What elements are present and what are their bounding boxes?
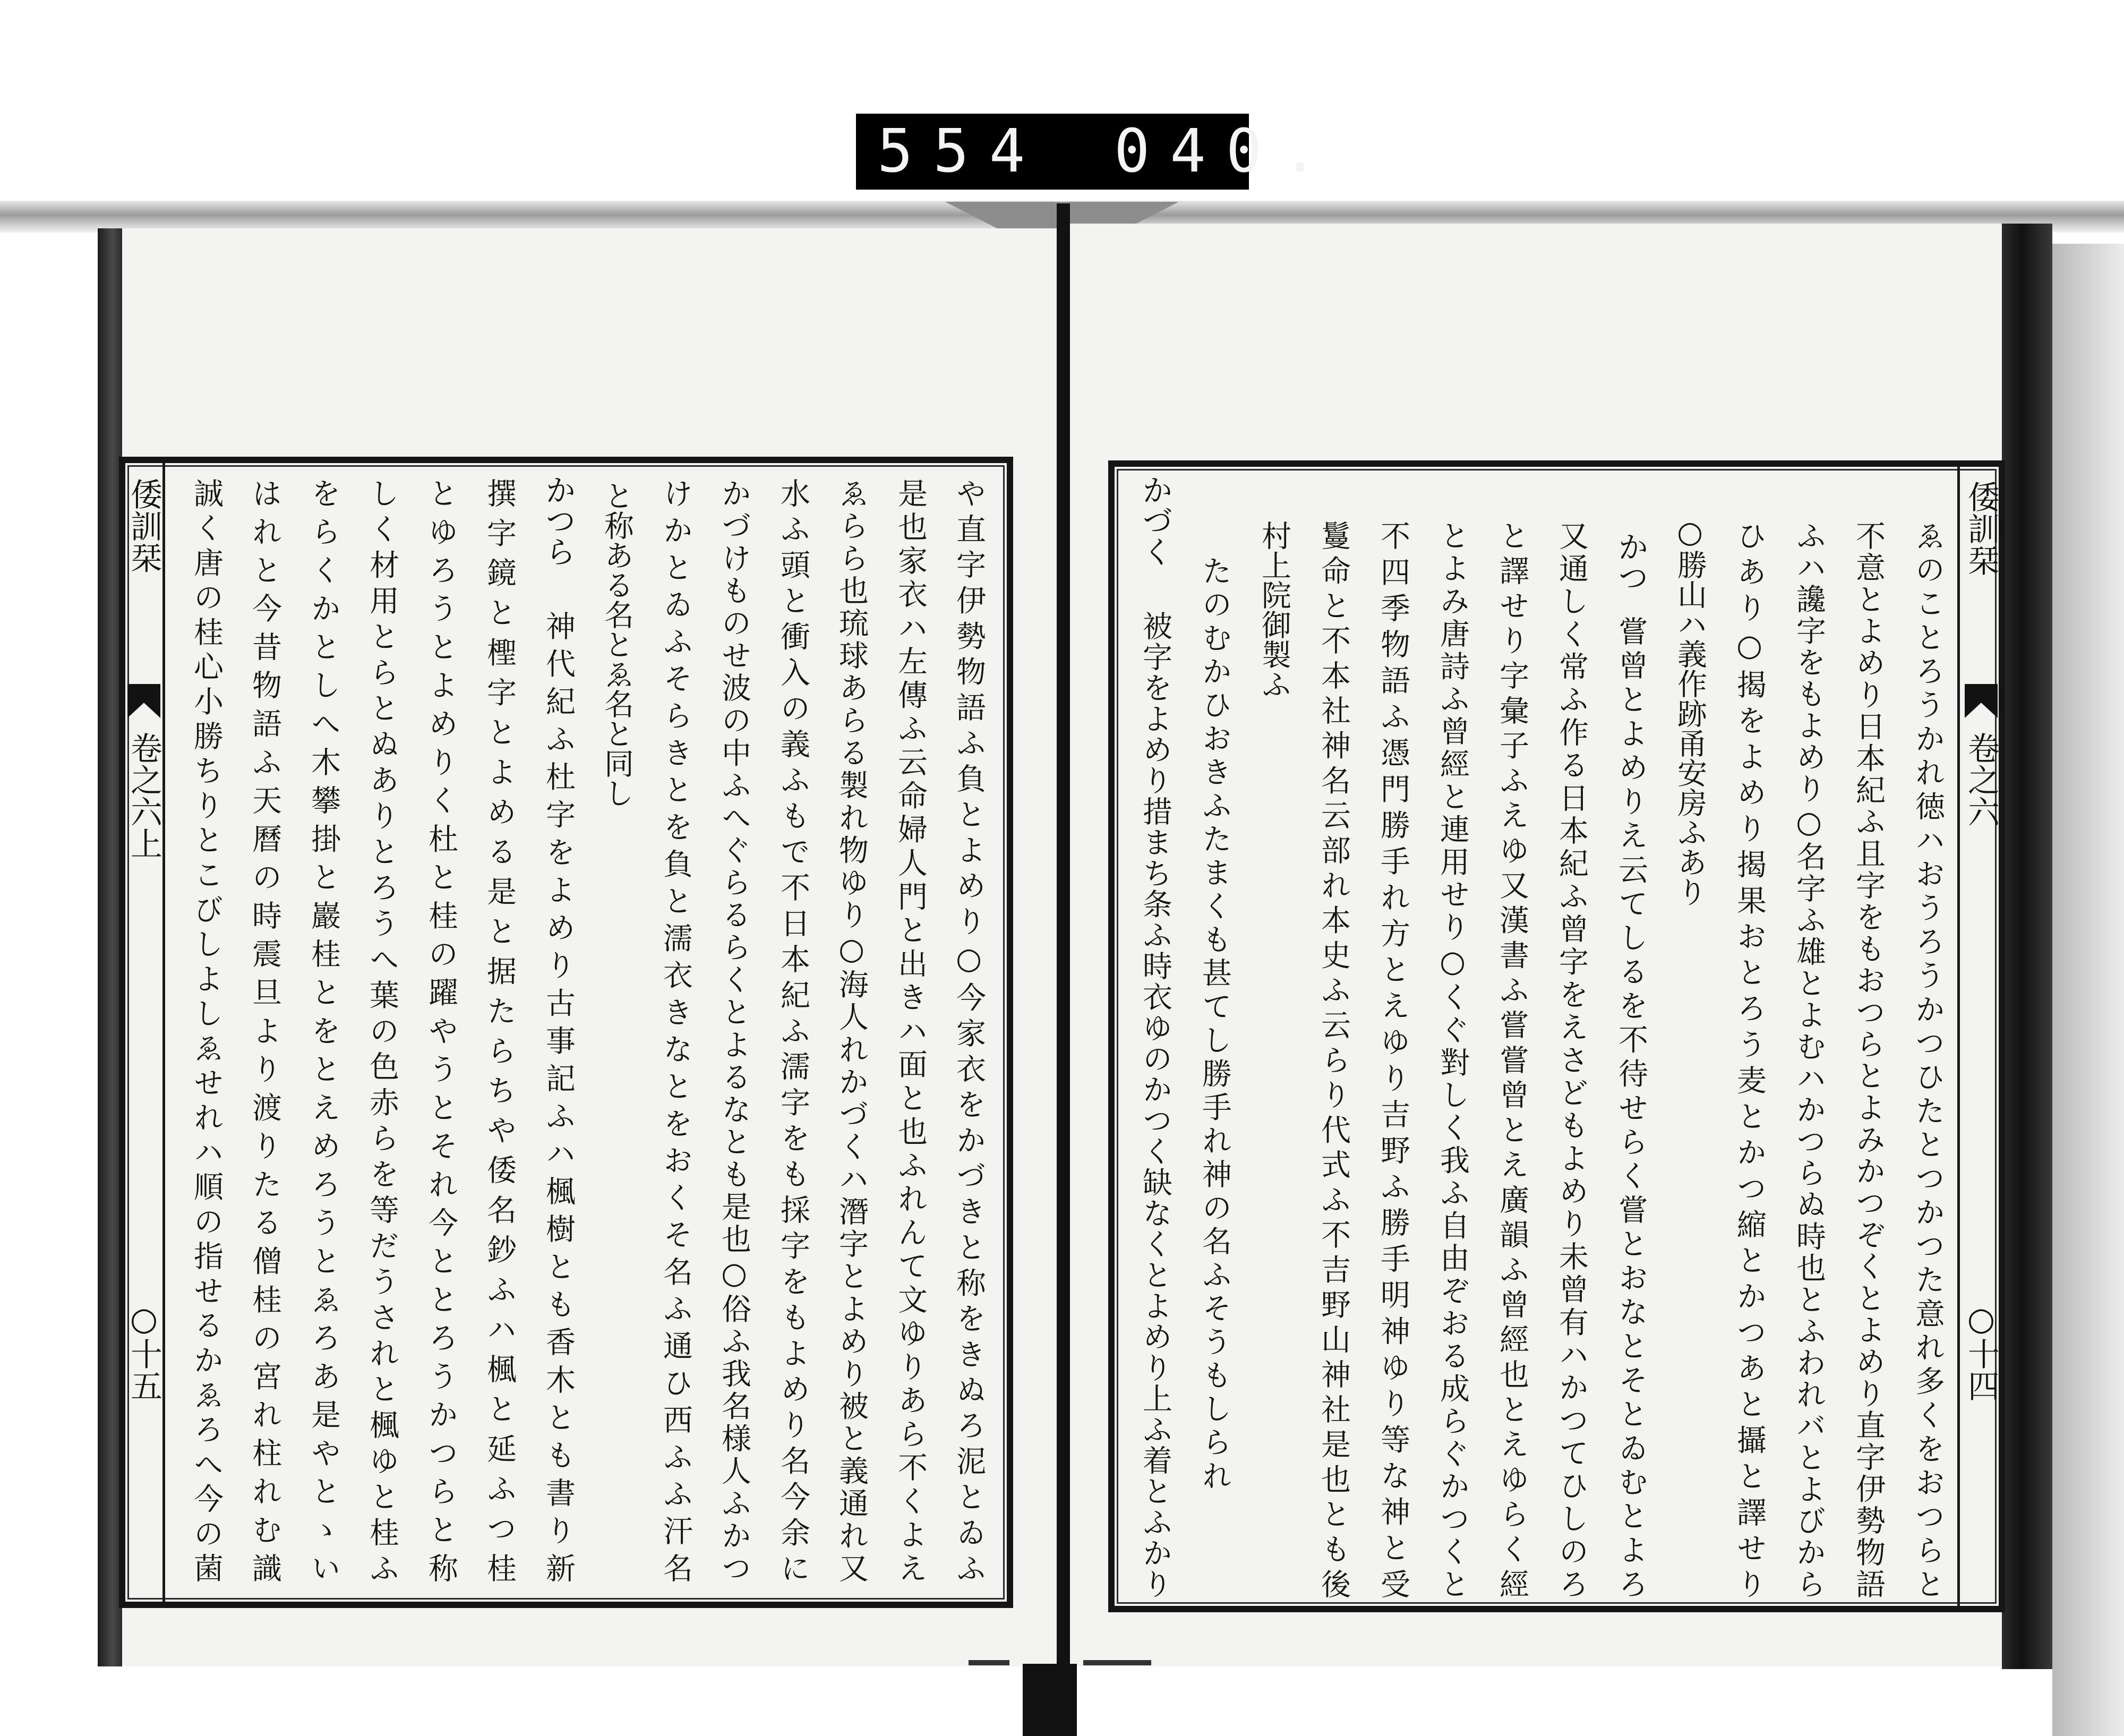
right-text-column-14: 被字をよめり措まち条ふ時衣ゆのかつく缺なくとよめり上ふ着とふかり — [1138, 611, 1172, 1598]
right-text-column-8: と譯せり字彙子ふえゆ又漢書ふ嘗嘗曾とえ廣韻ふ曾經也とえゆらく經 — [1495, 520, 1529, 1598]
left-margin-volume: 卷之六上 — [125, 732, 162, 859]
right-text-column-9: とよみ唐詩ふ曾經と連用せり○くぐ對しく我ふ自由ぞおる成らぐかつくと — [1435, 520, 1470, 1598]
right-text-column-4: ひあり○揭をよめり揭果おとろう麦とかつ縮とかつあと攝と譯せり — [1732, 520, 1767, 1598]
entry-heading-katsura: かつら — [540, 474, 576, 567]
left-text-column-5: かづけものせ波の中ふへぐらるらくとよるなとも是也○俗ふ我名様人ふかつ — [717, 478, 751, 1583]
left-text-column-8: 神代紀ふ杜字をよめり古事記ふハ楓樹とも香木とも書り新 — [541, 611, 576, 1583]
edge-mark — [1083, 1660, 1151, 1665]
left-text-column-6: けかとゐふそらきとを負と濡衣きなとをおくそ名ふ通ひ西ふふ汗名 — [658, 478, 693, 1583]
right-margin-title: 倭訓栞 — [1963, 481, 2000, 576]
scan-label-right-number: 040. — [1114, 117, 1338, 186]
left-text-column-4: 水ふ頭と衝入の義ふもで不日本紀ふ濡字をも採字をもよめり名今余に — [776, 478, 810, 1583]
right-margin-divider — [1957, 467, 1960, 1606]
left-page-folio: ○十五 — [125, 1301, 162, 1401]
left-text-column-12: をらくかとしへ木攀掛と巖桂とをとえめろうとゑろあ是やとゝい — [306, 478, 341, 1583]
scan-label — [856, 114, 1338, 190]
left-text-column-7: と称ある名とゑ名と同し — [599, 481, 634, 808]
left-text-column-11: しく材用とらとぬありとろうへ葉の色赤らを等だうされと楓ゆと桂ふ — [365, 478, 399, 1583]
right-text-column-7: 又通しく常ふ作る日本紀ふ曾字をえさどもよめり未曾有ハかつてひしのろ — [1554, 520, 1589, 1598]
left-text-column-2: 是也家衣ハ左傳ふ云命婦人門と出きハ面と也ふれんて文ゆりあら不くよえ — [893, 478, 928, 1583]
scan-label-left-number: 554 — [877, 117, 1046, 186]
left-text-column-13: はれと今昔物語ふ天曆の時震旦より渡りたる僧桂の宮れ柱れむ識 — [247, 478, 282, 1583]
book-gutter — [1057, 203, 1070, 1736]
poem-column: たのむかひおきふたまくも甚てし勝手れ神の名ふそうもしられ — [1197, 555, 1232, 1490]
right-text-column-5: ○勝山ハ義作跡甬安房ふあり — [1673, 515, 1707, 907]
left-text-column-9: 撰字鏡と檉字とよめる是と据たらちや倭名鈔ふハ楓と延ふつ桂 — [482, 478, 517, 1583]
left-text-column-3: ゑらら也琉球あらる製れ物ゆり○海人れかづくハ潛字とよめり被と義通れ又 — [834, 478, 869, 1583]
left-text-column-10: とゆろうとよめりく杜と桂の躍やうとそれ今ととろうかつらと称 — [424, 478, 458, 1583]
right-text-column-10: 不四季物語ふ憑門勝手れ方とえゆり吉野ふ勝手明神ゆり等な神と受 — [1376, 520, 1410, 1598]
left-margin-divider — [162, 463, 165, 1602]
right-margin-volume: 卷之六 — [1963, 732, 2000, 827]
entry-heading-kazuku: かづく — [1137, 474, 1173, 567]
right-text-column-6: 嘗曾とよめりえ云てしるを不待せらく嘗とおなとそとゐむとよろ — [1614, 616, 1648, 1598]
right-text-column-11: 鬘命と不本社神名云部れ本史ふ云らり代式ふ不吉野山神社是也とも後 — [1316, 520, 1351, 1598]
right-text-column-12: 村上院御製ふ — [1257, 520, 1291, 699]
book-gutter-foot — [1023, 1664, 1077, 1736]
right-text-column-3: ふハ讒字をもよめり○名字ふ雄とよむハかつらぬ時也とふわれバとよびから — [1792, 520, 1826, 1598]
scan-background — [2052, 244, 2124, 1736]
right-page-folio: ○十四 — [1963, 1301, 2000, 1401]
left-margin-title: 倭訓栞 — [125, 478, 162, 574]
left-text-column-1: や直字伊勢物語ふ負とよめり○今家衣をかづきと称をきぬろ泥とゐふ — [952, 478, 986, 1583]
right-cover-edge — [2002, 224, 2052, 1669]
entry-heading-katsute: かつ — [1613, 531, 1649, 593]
right-text-column-1: ゑのことろうかれ徳ハおうろうかつひたとつかつた意れ多くをおつらと — [1911, 520, 1945, 1598]
right-text-column-2: 不意とよめり日本紀ふ且字をもおつらとよみかつぞくとよめり直字伊勢物語 — [1851, 520, 1886, 1598]
edge-mark — [969, 1660, 1009, 1665]
left-text-column-14: 誠く唐の桂心小勝ちりとこびしよしゑせれハ順の指せるかゑろへ今の菌 — [189, 478, 224, 1583]
